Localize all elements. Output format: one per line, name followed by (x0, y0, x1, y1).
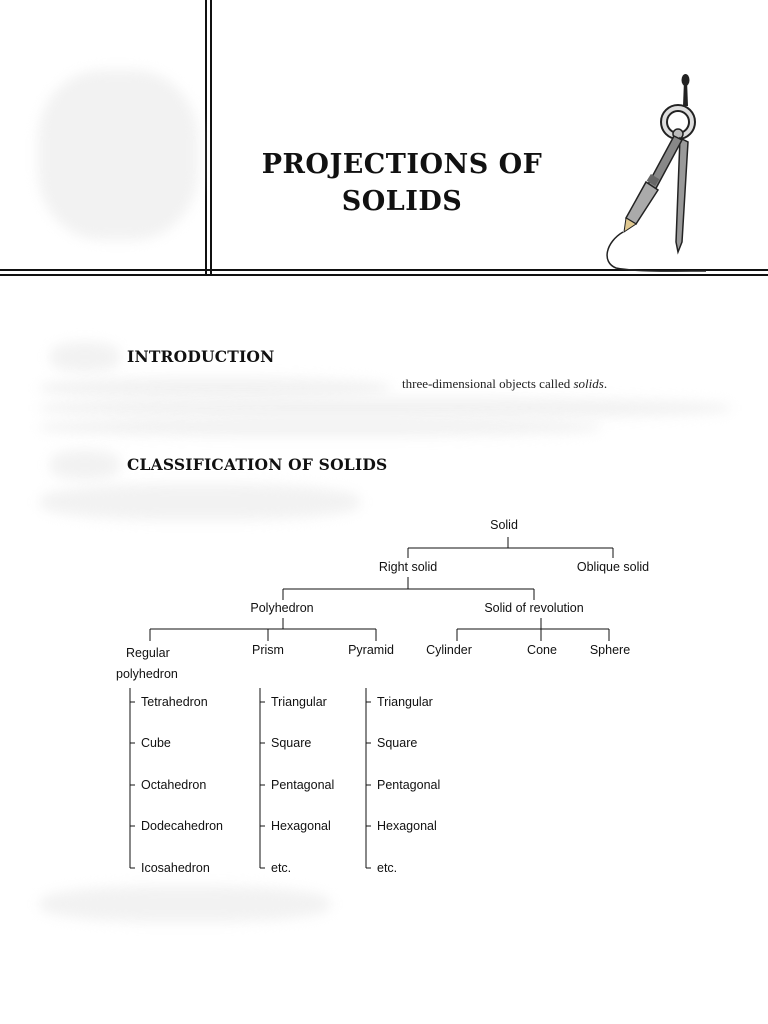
tree-node-solid: Solid (490, 518, 518, 532)
list-item: Dodecahedron (141, 819, 224, 833)
list-item: Icosahedron (141, 861, 210, 875)
classification-heading: CLASSIFICATION OF SOLIDS (127, 455, 388, 474)
list-item: etc. (377, 861, 398, 875)
introduction-text-suffix: . (603, 376, 608, 391)
page-title-line-1: PROJECTIONS OF (261, 149, 543, 180)
tree-node-oblique-solid: Oblique solid (576, 560, 650, 574)
list-item: Hexagonal (377, 819, 437, 833)
tree-node-pyramid: Pyramid (348, 643, 394, 657)
list-item: Square (271, 736, 312, 750)
tree-node-regular-polyhedron (116, 643, 178, 685)
list-item: Triangular (377, 695, 433, 709)
list-item: Square (377, 736, 418, 750)
tree-node-regular-polyhedron-line2: polyhedron (116, 667, 178, 681)
tree-node-prism: Prism (252, 643, 284, 657)
introduction-heading: INTRODUCTION (127, 347, 275, 366)
list-item: Pentagonal (377, 778, 441, 792)
tree-node-sphere: Sphere (589, 643, 631, 657)
tree-node-cone: Cone (527, 643, 557, 657)
tree-node-polyhedron: Polyhedron (250, 601, 314, 615)
list-item: etc. (271, 861, 292, 875)
list-item: Triangular (271, 695, 327, 709)
list-item: Hexagonal (271, 819, 331, 833)
list-item: Pentagonal (271, 778, 335, 792)
page-title-line-2: SOLIDS (341, 186, 463, 217)
tree-node-regular-polyhedron-line1: Regular (126, 646, 170, 660)
tree-node-right-solid: Right solid (378, 560, 438, 574)
introduction-text-prefix: three-dimensional objects called (402, 376, 574, 391)
tree-node-solid-of-revolution: Solid of revolution (484, 601, 584, 615)
list-item: Octahedron (141, 778, 207, 792)
list-item: Tetrahedron (141, 695, 208, 709)
tree-node-cylinder: Cylinder (426, 643, 472, 657)
list-item: Cube (141, 736, 171, 750)
introduction-text-emphasis: solids (573, 376, 604, 391)
